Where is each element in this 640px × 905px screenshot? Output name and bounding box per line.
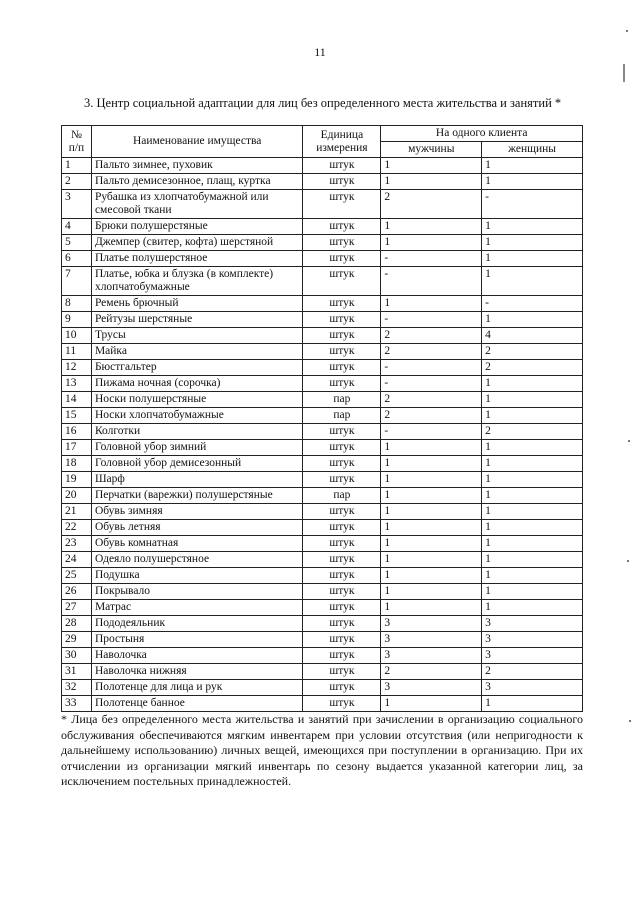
cell-number: 20 [62,488,92,504]
cell-unit: штук [303,267,381,296]
cell-number: 17 [62,440,92,456]
table-row [62,680,583,696]
cell-item-name: Обувь зимняя [91,504,303,520]
cell-unit: штук [303,664,381,680]
cell-unit: штук [303,251,381,267]
table-row [62,408,583,424]
cell-number: 25 [62,568,92,584]
cell-number: 5 [62,235,92,251]
cell-women: 1 [482,235,583,251]
cell-women: 3 [482,632,583,648]
cell-item-name: Пижама ночная (сорочка) [91,376,303,392]
cell-item-name: Покрывало [91,584,303,600]
table-row [62,174,583,190]
table-row [62,472,583,488]
cell-unit: штук [303,568,381,584]
scan-artifact [627,560,629,562]
table-row [62,296,583,312]
cell-women: 1 [482,267,583,296]
cell-unit: штук [303,584,381,600]
cell-number: 13 [62,376,92,392]
table-row [62,312,583,328]
table-row [62,536,583,552]
cell-item-name: Рейтузы шерстяные [91,312,303,328]
cell-number: 10 [62,328,92,344]
page-number: 11 [314,45,326,59]
cell-men: 1 [381,696,482,712]
cell-women: 3 [482,616,583,632]
scan-artifact [628,440,630,442]
cell-men: - [381,360,482,376]
cell-women: 1 [482,696,583,712]
cell-item-name: Перчатки (варежки) полушерстяные [91,488,303,504]
cell-item-name: Носки полушерстяные [91,392,303,408]
cell-men: 1 [381,440,482,456]
cell-men: 2 [381,392,482,408]
cell-unit: штук [303,504,381,520]
cell-unit: штук [303,440,381,456]
table-row [62,632,583,648]
cell-unit: штук [303,360,381,376]
header-unit-line1: Единица [320,128,364,141]
cell-number: 22 [62,520,92,536]
cell-item-name: Одеяло полушерстяное [91,552,303,568]
cell-number: 15 [62,408,92,424]
cell-men: 1 [381,219,482,235]
cell-women: 4 [482,328,583,344]
cell-item-name: Носки хлопчатобумажные [91,408,303,424]
cell-men: - [381,312,482,328]
cell-item-name: Обувь комнатная [91,536,303,552]
cell-number: 4 [62,219,92,235]
cell-item-name: Рубашка из хлопчатобумажной или смесовой ткани [91,190,303,219]
header-number [62,126,92,158]
cell-number: 3 [62,190,92,219]
cell-men: 1 [381,296,482,312]
table-row [62,376,583,392]
cell-number: 29 [62,632,92,648]
cell-women: 1 [482,536,583,552]
cell-women: - [482,296,583,312]
table-row [62,219,583,235]
cell-item-name: Матрас [91,600,303,616]
cell-number: 14 [62,392,92,408]
cell-number: 32 [62,680,92,696]
cell-unit: штук [303,190,381,219]
cell-item-name: Головной убор демисезонный [91,456,303,472]
cell-men: 1 [381,158,482,174]
header-per-client: На одного клиента [381,126,583,142]
cell-unit: штук [303,632,381,648]
header-unit [303,126,381,158]
cell-item-name: Колготки [91,424,303,440]
cell-women: 3 [482,648,583,664]
cell-number: 16 [62,424,92,440]
scan-artifact [623,64,625,82]
cell-women: 1 [482,552,583,568]
cell-men: 1 [381,472,482,488]
cell-unit: штук [303,376,381,392]
table-row [62,568,583,584]
table-row [62,600,583,616]
cell-number: 12 [62,360,92,376]
inventory-table [61,125,583,712]
cell-unit: штук [303,219,381,235]
cell-unit: штук [303,472,381,488]
cell-item-name: Платье, юбка и блузка (в комплекте) хлопчатобумажные [91,267,303,296]
cell-men: - [381,267,482,296]
cell-women: 2 [482,344,583,360]
table-row [62,190,583,219]
cell-men: 1 [381,235,482,251]
cell-women: 1 [482,251,583,267]
cell-women: 1 [482,600,583,616]
cell-women: 1 [482,440,583,456]
cell-item-name: Наволочка [91,648,303,664]
cell-number: 21 [62,504,92,520]
cell-item-name: Пододеяльник [91,616,303,632]
cell-unit: штук [303,312,381,328]
cell-men: 1 [381,536,482,552]
table-row [62,520,583,536]
cell-men: 1 [381,504,482,520]
cell-item-name: Простыня [91,632,303,648]
cell-number: 11 [62,344,92,360]
cell-women: 1 [482,392,583,408]
table-row [62,235,583,251]
cell-unit: штук [303,456,381,472]
cell-item-name: Майка [91,344,303,360]
cell-item-name: Бюстгальтер [91,360,303,376]
cell-number: 24 [62,552,92,568]
header-item-name: Наименование имущества [91,126,303,158]
scan-artifact [626,30,628,32]
cell-number: 2 [62,174,92,190]
cell-women: 1 [482,376,583,392]
cell-women: 1 [482,584,583,600]
table-row [62,328,583,344]
cell-unit: штук [303,424,381,440]
table-row [62,251,583,267]
cell-men: 2 [381,664,482,680]
cell-number: 31 [62,664,92,680]
cell-number: 27 [62,600,92,616]
cell-item-name: Наволочка нижняя [91,664,303,680]
table-row [62,440,583,456]
cell-number: 33 [62,696,92,712]
cell-men: 1 [381,584,482,600]
cell-women: 1 [482,174,583,190]
cell-number: 23 [62,536,92,552]
cell-number: 26 [62,584,92,600]
cell-number: 1 [62,158,92,174]
table-row [62,488,583,504]
cell-item-name: Полотенце банное [91,696,303,712]
cell-unit: пар [303,488,381,504]
cell-item-name: Головной убор зимний [91,440,303,456]
cell-women: 1 [482,408,583,424]
cell-item-name: Шарф [91,472,303,488]
header-men: мужчины [381,142,482,158]
section-heading: 3. Центр социальной адаптации для лиц без определенного места жительства и занятий * [84,96,562,110]
cell-women: 1 [482,488,583,504]
cell-men: 1 [381,568,482,584]
header-number-line2: п/п [68,141,85,154]
table-row [62,267,583,296]
cell-women: 1 [482,219,583,235]
cell-women: 2 [482,360,583,376]
cell-women: 1 [482,504,583,520]
cell-women: 1 [482,158,583,174]
cell-men: 2 [381,408,482,424]
cell-number: 19 [62,472,92,488]
cell-number: 7 [62,267,92,296]
cell-unit: штук [303,174,381,190]
cell-women: 1 [482,472,583,488]
cell-women: 2 [482,664,583,680]
table-row [62,424,583,440]
header-women: женщины [482,142,583,158]
cell-unit: пар [303,392,381,408]
cell-women: - [482,190,583,219]
cell-men: 1 [381,600,482,616]
cell-men: 1 [381,456,482,472]
cell-men: 3 [381,616,482,632]
cell-number: 18 [62,456,92,472]
cell-item-name: Джемпер (свитер, кофта) шерстяной [91,235,303,251]
cell-women: 2 [482,424,583,440]
header-number-line1: № [70,128,82,141]
cell-unit: штук [303,616,381,632]
cell-unit: штук [303,344,381,360]
cell-item-name: Пальто демисезонное, плащ, куртка [91,174,303,190]
cell-men: - [381,424,482,440]
cell-number: 28 [62,616,92,632]
table-row [62,696,583,712]
cell-women: 1 [482,312,583,328]
cell-number: 6 [62,251,92,267]
table-row [62,456,583,472]
header-unit-line2: измерения [316,141,368,154]
cell-men: - [381,251,482,267]
cell-men: 2 [381,344,482,360]
cell-unit: штук [303,520,381,536]
table-body [62,158,583,712]
cell-women: 1 [482,456,583,472]
cell-unit: пар [303,408,381,424]
cell-item-name: Трусы [91,328,303,344]
table-row [62,158,583,174]
cell-men: 1 [381,520,482,536]
cell-women: 1 [482,568,583,584]
cell-men: 3 [381,632,482,648]
cell-item-name: Обувь летняя [91,520,303,536]
cell-men: 1 [381,174,482,190]
cell-men: 1 [381,488,482,504]
scan-artifact [629,720,631,722]
table-row [62,392,583,408]
cell-men: 3 [381,648,482,664]
cell-unit: штук [303,680,381,696]
cell-men: 2 [381,190,482,219]
cell-number: 9 [62,312,92,328]
cell-men: - [381,376,482,392]
cell-item-name: Пальто зимнее, пуховик [91,158,303,174]
cell-number: 8 [62,296,92,312]
cell-item-name: Полотенце для лица и рук [91,680,303,696]
cell-item-name: Брюки полушерстяные [91,219,303,235]
cell-unit: штук [303,648,381,664]
cell-women: 1 [482,520,583,536]
cell-item-name: Платье полушерстяное [91,251,303,267]
cell-unit: штук [303,552,381,568]
cell-unit: штук [303,600,381,616]
table-row [62,664,583,680]
cell-unit: штук [303,158,381,174]
cell-unit: штук [303,696,381,712]
cell-item-name: Ремень брючный [91,296,303,312]
table-row [62,616,583,632]
cell-unit: штук [303,235,381,251]
cell-men: 3 [381,680,482,696]
cell-unit: штук [303,296,381,312]
table-row [62,552,583,568]
cell-item-name: Подушка [91,568,303,584]
cell-unit: штук [303,328,381,344]
table-row [62,504,583,520]
cell-men: 2 [381,328,482,344]
table-row [62,584,583,600]
cell-men: 1 [381,552,482,568]
cell-number: 30 [62,648,92,664]
table-row [62,360,583,376]
cell-women: 3 [482,680,583,696]
table-row [62,344,583,360]
cell-unit: штук [303,536,381,552]
footnote: * Лица без определенного места жительства и занятий при зачислении в организацию социального обслуживания обеспечиваются мягким инвентарем при условии отсутствия (или непригодности к дальнейшему использованию) личных вещей, имеющихся при поступлении в организацию. При их отчислении из организации мягкий инвентарь по сезону выдается указанной категории лиц, за исключением постельных принадлежностей. [61,712,583,788]
table-row [62,648,583,664]
